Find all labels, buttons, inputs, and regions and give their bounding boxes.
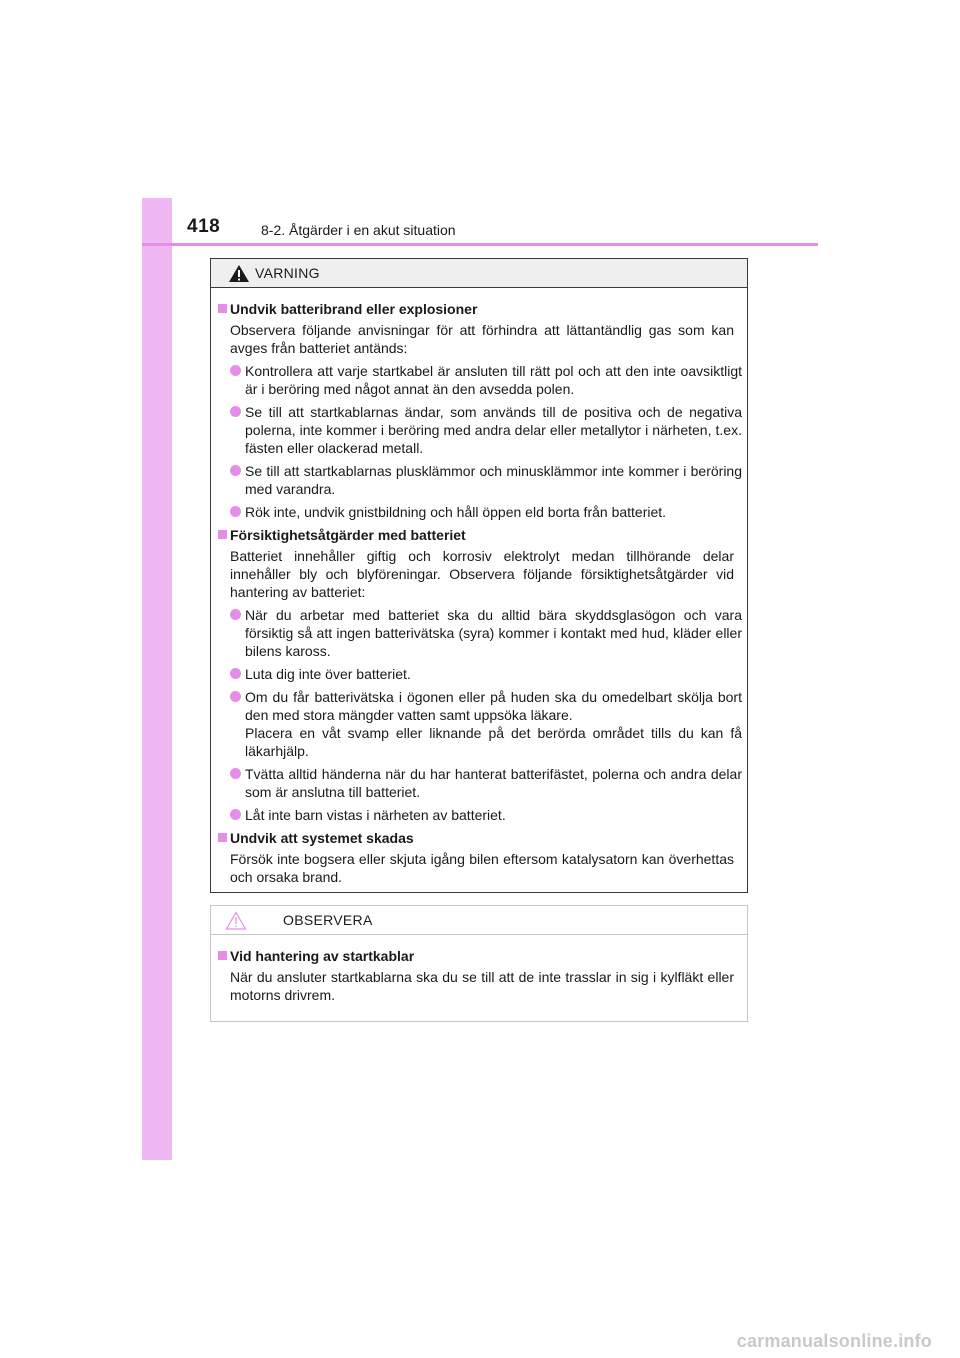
section-heading: Försiktighetsåtgärder med batteriet — [230, 527, 466, 543]
list-item: Om du får batterivätska i ögonen eller på huden ska du omedelbart skölja bort den med stora mängder vatten samt uppsöka läkare. Placera en våt svamp eller liknande på det berörda området tills du kan få läkarhjälp. — [230, 688, 742, 760]
section-heading: Undvik att systemet skadas — [230, 830, 414, 846]
round-bullet-icon — [230, 809, 241, 820]
list-item: Se till att startkablarnas plusklämmor och minusklämmor inte kommer i beröring med varandra. — [230, 462, 742, 498]
square-bullet-icon — [218, 304, 227, 313]
warning-body — [211, 288, 747, 886]
list-item: Rök inte, undvik gnistbildning och håll öppen eld borta från batteriet. — [230, 503, 742, 521]
warning-header — [211, 259, 747, 288]
warning-label: VARNING — [255, 265, 320, 281]
round-bullet-icon — [230, 506, 241, 517]
round-bullet-icon — [230, 406, 241, 417]
square-bullet-icon — [218, 951, 227, 960]
header-divider — [142, 243, 818, 246]
list-item: Luta dig inte över batteriet. — [230, 665, 742, 683]
page-number: 418 — [187, 216, 221, 237]
list-item: Kontrollera att varje startkabel är ansluten till rätt pol och att den inte oavsiktligt är i beröring med något annat än den avsedda polen. — [230, 362, 742, 398]
bullet-list — [230, 362, 742, 521]
notice-body — [211, 935, 747, 1004]
chapter-side-tab — [142, 198, 172, 1160]
watermark: carmanualsonline.info — [736, 1331, 932, 1351]
list-item: Se till att startkablarnas ändar, som används till de positiva och de negativa polerna, inte kommer i beröring med andra delar eller metallytor i närheten, t.ex. fästen eller olackerad metall. — [230, 403, 742, 457]
round-bullet-icon — [230, 768, 241, 779]
warning-section-2 — [216, 526, 742, 824]
round-bullet-icon — [230, 465, 241, 476]
notice-section-1 — [216, 947, 742, 1004]
bullet-list — [230, 606, 742, 824]
list-item: När du arbetar med batteriet ska du alltid bära skyddsglasögon och vara försiktig så att ingen batterivätska (syra) kommer i kontakt med hud, kläder eller bilens kaross. — [230, 606, 742, 660]
warning-box — [210, 258, 748, 893]
square-bullet-icon — [218, 530, 227, 539]
notice-box — [210, 905, 748, 1022]
warning-section-1 — [216, 300, 742, 521]
section-text: När du ansluter startkablarna ska du se till att de inte trasslar in sig i kylfläkt eller motorns drivrem. — [230, 969, 734, 1003]
section-text: Batteriet innehåller giftig och korrosiv elektrolyt medan tillhörande delar innehåller bly och blyföreningar. Observera följande försiktighetsåtgärder vid hantering av batteriet: — [230, 548, 734, 600]
section-title: 8-2. Åtgärder i en akut situation — [261, 222, 456, 238]
round-bullet-icon — [230, 609, 241, 620]
list-item: Låt inte barn vistas i närheten av batteriet. — [230, 806, 742, 824]
round-bullet-icon — [230, 668, 241, 679]
notice-label: OBSERVERA — [283, 912, 373, 928]
round-bullet-icon — [230, 691, 241, 702]
notice-header — [211, 906, 747, 935]
warning-section-3 — [216, 829, 742, 886]
list-item: Tvätta alltid händerna när du har hanterat batterifästet, polerna och andra delar som är anslutna till batteriet. — [230, 765, 742, 801]
square-bullet-icon — [218, 833, 227, 842]
section-text: Observera följande anvisningar för att förhindra att lättantändlig gas som kan avges från batteriet antänds: — [230, 322, 734, 356]
warning-triangle-icon — [228, 264, 250, 283]
caution-triangle-outline-icon — [225, 911, 247, 930]
section-text: Försök inte bogsera eller skjuta igång bilen eftersom katalysatorn kan överhettas och orsaka brand. — [230, 851, 734, 885]
round-bullet-icon — [230, 365, 241, 376]
section-heading: Undvik batteribrand eller explosioner — [230, 301, 478, 317]
section-heading: Vid hantering av startkablar — [230, 948, 415, 964]
